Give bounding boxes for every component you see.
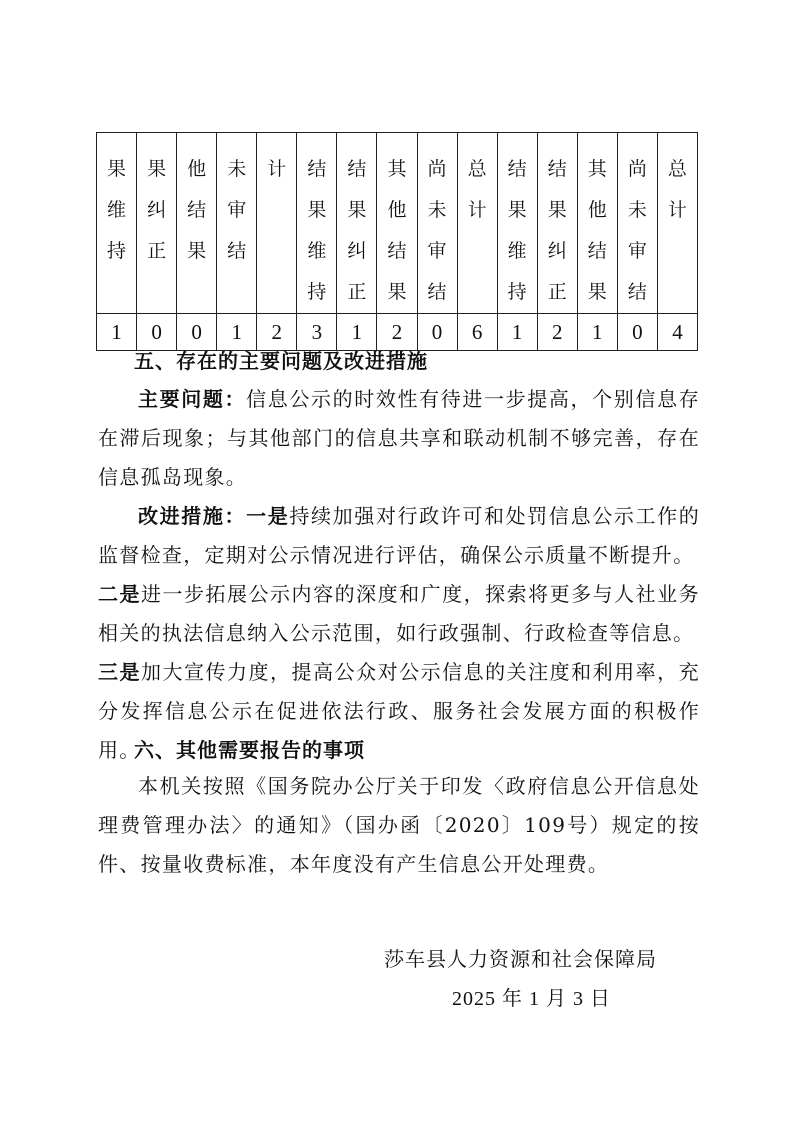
header-char: 持: [107, 240, 127, 262]
value-cell: 0: [617, 314, 657, 351]
header-char: 审: [227, 199, 247, 221]
measure2-label: 二是: [98, 582, 142, 606]
header-char: 结: [427, 281, 447, 303]
header-char: 结: [627, 281, 647, 303]
header-char: 结: [507, 158, 527, 180]
header-char: 结: [307, 158, 327, 180]
value-cell: 1: [577, 314, 617, 351]
measure2-paragraph: [98, 575, 700, 653]
header-char: 结: [347, 158, 367, 180]
problems-paragraph: [98, 380, 700, 497]
header-char: 果: [507, 199, 527, 221]
measure3-label: 三是: [98, 660, 142, 684]
value-cell: 1: [217, 314, 257, 351]
header-char: 计: [667, 199, 687, 221]
header-char: 持: [307, 281, 327, 303]
header-char: 其: [587, 158, 607, 180]
value-cell: 0: [417, 314, 457, 351]
section6-heading: 六、其他需要报告的事项: [134, 738, 365, 762]
measures-paragraph: [98, 497, 700, 575]
header-char: 未: [627, 199, 647, 221]
header-char: 果: [147, 158, 167, 180]
measure1-text: 持续加强对行政许可和处罚信息公示工作的监督检查，定期对公示情况进行评估，确保公示质量不断提升。: [98, 504, 701, 567]
header-cell: [137, 133, 177, 314]
value-cell: 4: [657, 314, 697, 351]
header-char: 纠: [147, 199, 167, 221]
header-cell: [297, 133, 337, 314]
header-char: 正: [347, 281, 367, 303]
header-cell: [257, 133, 297, 314]
header-char: 总: [667, 158, 687, 180]
header-cell: [617, 133, 657, 314]
signature-org: 莎车县人力资源和社会保障局: [384, 947, 657, 971]
measure3-text: 加大宣传力度，提高公众对公示信息的关注度和利用率，充分发挥信息公示在促进依法行政、服务社会发展方面的积极作用。: [98, 660, 700, 762]
header-char: 持: [507, 281, 527, 303]
header-char: 果: [187, 240, 207, 262]
value-cell: 6: [457, 314, 497, 351]
header-char: 审: [627, 240, 647, 262]
value-cell: 1: [497, 314, 537, 351]
signature-date: 2025 年 1 月 3 日: [452, 988, 611, 1010]
value-cell: 2: [537, 314, 577, 351]
header-cell: [337, 133, 377, 314]
header-char: 纠: [347, 240, 367, 262]
header-char: 结: [387, 240, 407, 262]
value-cell: 2: [377, 314, 417, 351]
header-char: 结: [587, 240, 607, 262]
header-char: 维: [307, 240, 327, 262]
header-char: 果: [347, 199, 367, 221]
header-char: 未: [227, 158, 247, 180]
header-char: 维: [107, 199, 127, 221]
value-cell: 1: [97, 314, 137, 351]
problems-text: 信息公示的时效性有待进一步提高，个别信息存在滞后现象；与其他部门的信息共享和联动机制不够完善，存在信息孤岛现象。: [98, 387, 700, 489]
header-char: 结: [227, 240, 247, 262]
header-char: 计: [267, 158, 287, 180]
header-char: 总: [467, 158, 487, 180]
section5-heading: 五、存在的主要问题及改进措施: [134, 349, 428, 373]
header-char: 正: [547, 281, 567, 303]
header-char: 果: [307, 199, 327, 221]
section6-paragraph: 本机关按照《国务院办公厅关于印发〈政府信息公开信息处理费管理办法〉的通知》（国办函〔2020〕109号）规定的按件、按量收费标准，本年度没有产生信息公开处理费。: [98, 774, 700, 876]
header-cell: [497, 133, 537, 314]
header-char: 审: [427, 240, 447, 262]
header-cell: [657, 133, 697, 314]
header-char: 结: [547, 158, 567, 180]
header-char: 他: [187, 158, 207, 180]
header-char: 结: [187, 199, 207, 221]
table-header-row: [97, 133, 698, 314]
header-char: 尚: [627, 158, 647, 180]
header-cell: [577, 133, 617, 314]
header-cell: [457, 133, 497, 314]
problems-label: 主要问题：: [138, 387, 247, 411]
header-char: 维: [507, 240, 527, 262]
measures-label: 改进措施：: [138, 504, 247, 528]
header-cell: [377, 133, 417, 314]
header-char: 果: [587, 281, 607, 303]
header-char: 其: [387, 158, 407, 180]
header-char: 正: [147, 240, 167, 262]
header-cell: [217, 133, 257, 314]
measure2-text: 进一步拓展公示内容的深度和广度，探索将更多与人社业务相关的执法信息纳入公示范围，如行政强制、行政检查等信息。: [98, 582, 700, 645]
header-char: 他: [387, 199, 407, 221]
statistics-table: [96, 132, 698, 351]
value-cell: 2: [257, 314, 297, 351]
header-cell: [177, 133, 217, 314]
value-cell: 1: [337, 314, 377, 351]
header-char: 果: [107, 158, 127, 180]
header-char: 他: [587, 199, 607, 221]
header-char: 未: [427, 199, 447, 221]
header-char: 果: [387, 281, 407, 303]
header-char: 纠: [547, 240, 567, 262]
header-char: 计: [467, 199, 487, 221]
header-char: 尚: [427, 158, 447, 180]
header-char: 果: [547, 199, 567, 221]
value-cell: 0: [177, 314, 217, 351]
header-cell: [417, 133, 457, 314]
measure1-label: 一是: [246, 504, 290, 528]
header-cell: [97, 133, 137, 314]
header-cell: [537, 133, 577, 314]
value-cell: 0: [137, 314, 177, 351]
value-cell: 3: [297, 314, 337, 351]
